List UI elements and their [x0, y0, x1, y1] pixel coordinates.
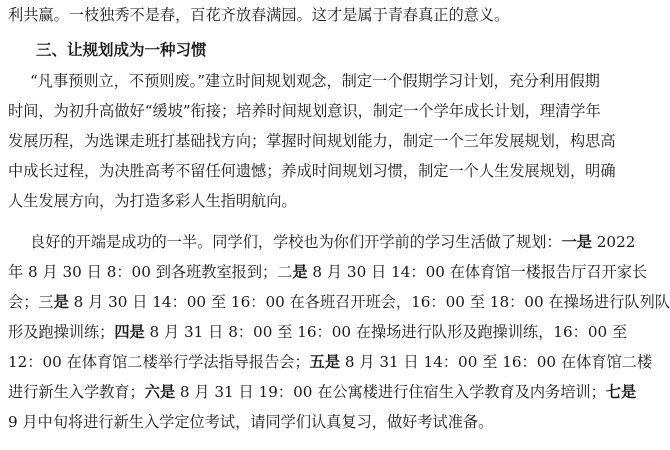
text-run: 形及跑操训练；: [8, 323, 115, 341]
paragraph-line: [8, 4, 620, 26]
text-run: 发展历程，为选课走班打基础找方向；掌握时间规划能力，制定一个三年发展规划，构思高: [8, 132, 616, 150]
paragraph-line: [8, 321, 628, 343]
paragraph-line: [8, 160, 620, 182]
paragraph-line: [8, 291, 670, 313]
section-heading: [36, 39, 648, 61]
bold-marker: 七是: [605, 383, 637, 401]
bold-marker: 四是: [114, 323, 145, 341]
paragraph-line: [8, 381, 637, 403]
text-run: 8 月 30 日 14：00 在体育馆一楼报告厅召开家长: [307, 263, 648, 281]
text-run: 时间，为初升高做好“缓坡”衔接；培养时间规划意识，制定一个学年成长计划，理清学年: [8, 102, 601, 120]
paragraph-line: [30, 70, 642, 92]
text-run: 12：00 在体育馆二楼举行学法指导报告会；: [8, 353, 310, 371]
text-run: 9 月中旬将进行新生入学定位考试，请同学们认真复习，做好考试准备。: [8, 413, 494, 431]
text-run: 2022: [591, 233, 636, 251]
text-run: 8 月 31 日 8：00 至 16：00 在操场进行队形及跑操训练，16：00 至: [144, 323, 628, 341]
bold-marker: 是: [292, 263, 308, 281]
text-run: 中成长过程，为决胜高考不留任何遗憾；养成时间规划习惯，制定一个人生发展规划，明确: [8, 162, 616, 180]
bold-marker: 一是: [561, 233, 592, 251]
text-run: 8 月 31 日 14：00 至 16：00 在体育馆二楼: [340, 353, 653, 371]
bold-marker: 是: [53, 293, 69, 311]
text-run: 8 月 31 日 19：00 在公寓楼进行住宿生入学教育及内务培训；: [175, 383, 606, 401]
paragraph-line: [8, 411, 620, 433]
text-run: “凡事预则立，不预则废。”建立时间规划观念，制定一个假期学习计划，充分利用假期: [30, 72, 600, 90]
paragraph-line: [30, 231, 642, 253]
paragraph-line: [8, 130, 620, 152]
bold-marker: 五是: [309, 353, 341, 371]
bold-marker: 六是: [144, 383, 176, 401]
paragraph-line: [8, 261, 648, 283]
paragraph-line: [8, 190, 620, 212]
text-run: 进行新生入学教育；: [8, 383, 145, 401]
paragraph-line: [8, 351, 653, 373]
text-run: 年 8 月 30 日 8：00 到各班教室报到；二: [8, 263, 293, 281]
text-run: 利共赢。一枝独秀不是春，百花齐放春满园。这才是属于青春真正的意义。: [8, 6, 510, 24]
text-run: 会；三: [8, 293, 54, 311]
paragraph-line: [8, 100, 620, 122]
section-heading-text: 三、让规划成为一种习惯: [36, 41, 207, 59]
text-run: 8 月 30 日 14：00 至 16：00 在各班召开班会，16：00 至 18：00 在操场进行队列队: [68, 293, 670, 311]
text-run: 良好的开端是成功的一半。同学们，学校也为你们开学前的学习生活做了规划：: [30, 233, 562, 251]
text-run: 人生发展方向，为打造多彩人生指明航向。: [8, 192, 297, 210]
